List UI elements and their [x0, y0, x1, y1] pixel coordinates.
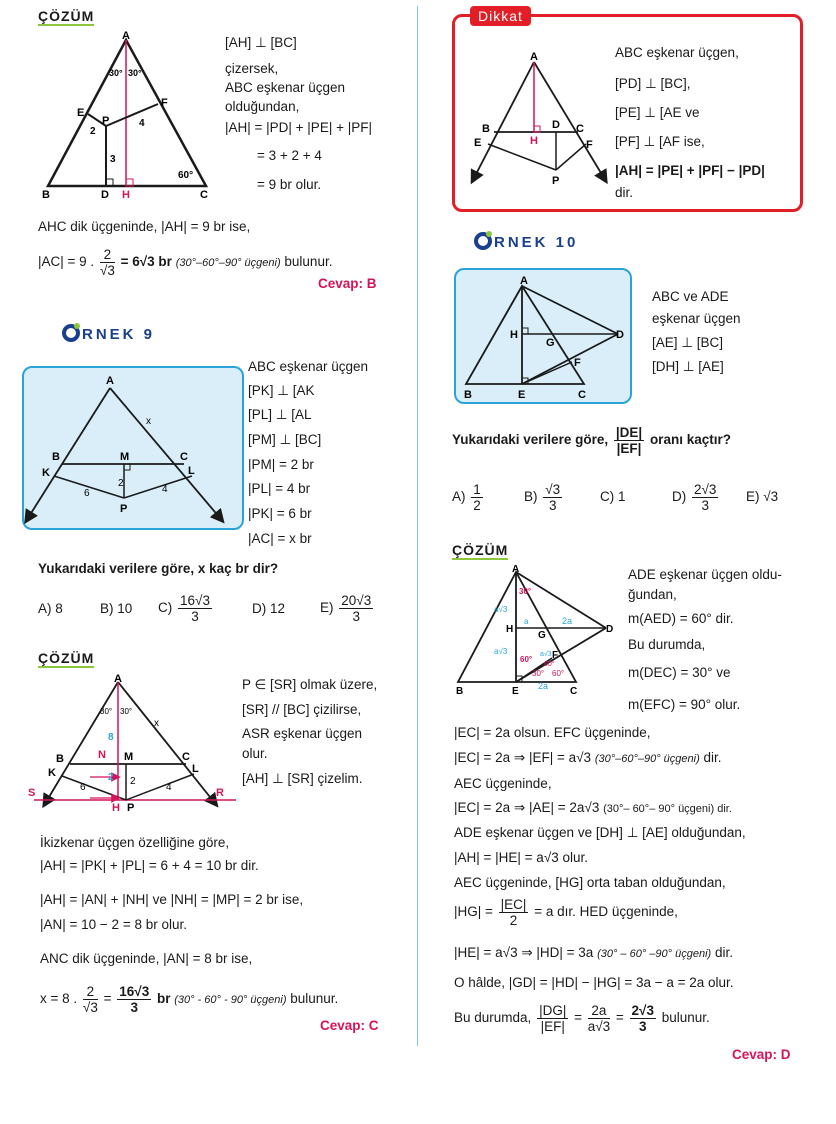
ornek10-option-A[interactable]: A) $\frac{1}{2}$	[452, 481, 481, 513]
angle-30-left: 30°	[100, 707, 113, 716]
label-C: C	[180, 451, 188, 463]
dikkat-tag: Dikkat	[470, 6, 531, 26]
ornek9-cond-1: ABC eşkenar üçgen	[248, 359, 369, 374]
ornek10-option-E[interactable]: E) √3	[746, 489, 779, 504]
label-A: A	[106, 375, 114, 387]
ornek9-option-B[interactable]: B) 10	[100, 601, 133, 616]
ornek10-heading: RNEK 10	[474, 232, 578, 251]
label-x: x	[154, 718, 159, 729]
label-H: H	[112, 802, 120, 812]
cozum3-s11: Bu durumda, $\frac{|DG|}{|EF|}$ = $\frac{2a}{a√3}$ = $\frac{2√3}{3}$ bulunur.	[454, 1002, 710, 1034]
label-B: B	[482, 123, 490, 135]
cozum3-side-4: Bu durumda,	[628, 637, 706, 652]
label-B: B	[464, 389, 472, 401]
cozum2-l2: |AH| = |PK| + |PL| = 6 + 4 = 10 br dir.	[40, 858, 259, 873]
ornek10-figure	[456, 270, 630, 402]
ornek9-question: Yukarıdaki verilere göre, x kaç br dir?	[38, 561, 279, 576]
num-2a: 2	[108, 772, 114, 783]
ornek9-cond-4: [PM] ⊥ [BC]	[248, 432, 322, 447]
ornek9-cond-2: [PK] ⊥ [AK	[248, 383, 315, 398]
cozum3-s8: |HG| = $\frac{|EC|}{2}$ = a dır. HED üçgeninde,	[454, 896, 678, 928]
cozum1-ac-line: |AC| = 9 . $\frac{2}{√3}$ = 6√3 br (30°–60°–90° üçgeni) bulunur.	[38, 246, 333, 278]
label-A: A	[512, 564, 520, 575]
cozum2-l1: İkizkenar üçgen özelliğine göre,	[40, 835, 230, 850]
angle-30-right: 30°	[128, 68, 142, 78]
cozum2-line-3: ASR eşkenar üçgen	[242, 726, 363, 741]
cozum3-side-2: ğundan,	[628, 587, 677, 602]
cozum2-answer: Cevap: C	[320, 1018, 379, 1033]
cozum1-line-5: |AH| = |PD| + |PE| + |PF|	[225, 120, 372, 135]
ornek10-option-C[interactable]: C) 1	[600, 489, 626, 504]
ornek10-cond-1: ABC ve ADE	[652, 289, 729, 304]
num-6: 6	[80, 782, 86, 793]
angle-60: 60°	[520, 655, 533, 664]
cozum2-line-1: P ∈ [SR] olmak üzere,	[242, 677, 378, 692]
ornek9-option-D[interactable]: D) 12	[252, 601, 286, 616]
label-M: M	[120, 451, 130, 463]
ornek10-option-B[interactable]: B) $\frac{√3}{3}$	[524, 481, 561, 513]
label-G: G	[546, 337, 555, 349]
cozum1-line-4: olduğundan,	[225, 99, 300, 114]
label-D: D	[101, 189, 109, 200]
num-4: 4	[162, 484, 168, 495]
cozum2-l5: ANC dik üçgeninde, |AN| = 8 br ise,	[40, 951, 253, 966]
ornek-o-icon	[474, 232, 492, 250]
cozum3-s7: AEC üçgeninde, [HG] orta taban olduğundan,	[454, 875, 726, 890]
label-F: F	[161, 97, 168, 109]
ornek10-cond-3: [AE] ⊥ [BC]	[652, 335, 724, 350]
label-A: A	[114, 673, 122, 685]
cozum1-ahc-line: AHC dik üçgeninde, |AH| = 9 br ise,	[38, 219, 251, 234]
label-D: D	[552, 119, 560, 131]
ornek-o-icon	[62, 324, 80, 342]
cozum2-x-line: x = 8 . $\frac{2}{√3}$ = $\frac{16√3}{3}$ br (30° - 60° - 90° üçgeni) bulunur.	[40, 983, 339, 1015]
label-L: L	[188, 465, 195, 477]
cozum3-s9: |HE| = a√3 ⇒ |HD| = 3a (30° – 60° –90° üçgeni) dir.	[454, 945, 733, 960]
label-B: B	[56, 753, 64, 765]
label-E: E	[518, 389, 526, 401]
label-E: E	[474, 137, 482, 149]
label-G: G	[538, 630, 546, 641]
column-divider	[417, 6, 418, 1046]
label-H: H	[510, 329, 518, 341]
label-P: P	[120, 503, 128, 515]
ornek9-cond-7: |PK| = 6 br	[248, 506, 312, 521]
label-2a: 2a	[562, 616, 573, 626]
angle-30: 30°	[519, 587, 532, 596]
ornek10-cond-2: eşkenar üçgen	[652, 311, 741, 326]
dikkat-line-1: ABC eşkenar üçgen,	[615, 45, 739, 60]
label-x: x	[146, 416, 151, 427]
label-C: C	[182, 751, 190, 763]
cozum1-line-2: çizersek,	[225, 61, 279, 76]
label-B: B	[456, 686, 464, 696]
label-P: P	[552, 175, 560, 187]
cozum3-answer: Cevap: D	[732, 1047, 791, 1062]
label-A: A	[520, 275, 528, 287]
ornek9-figure	[24, 368, 242, 528]
label-a: a	[524, 617, 529, 626]
dikkat-rule: |AH| = |PE| + |PF| − |PD|	[615, 163, 765, 178]
num-4: 4	[139, 118, 145, 129]
cozum3-figure	[452, 562, 622, 696]
cozum3-s5: ADE eşkenar üçgen ve [DH] ⊥ [AE] olduğundan,	[454, 825, 746, 840]
cozum3-side-3: m(AED) = 60° dir.	[628, 611, 734, 626]
ornek10-figure-box	[454, 268, 632, 404]
label-B: B	[42, 189, 50, 200]
ornek9-option-C[interactable]: C) $\frac{16√3}{3}$	[158, 592, 210, 624]
cozum3-s10: O hâlde, |GD| = |HD| − |HG| = 3a − a = 2a olur.	[454, 975, 734, 990]
cozum3-s1: |EC| = 2a olsun. EFC üçgeninde,	[454, 725, 651, 740]
label-D: D	[606, 624, 614, 635]
num-8: 8	[108, 732, 114, 743]
label-N: N	[98, 749, 106, 761]
dikkat-figure	[468, 48, 613, 198]
cozum1-line-3: ABC eşkenar üçgen	[225, 80, 346, 95]
label-H: H	[122, 189, 130, 200]
label-C: C	[576, 123, 584, 135]
label-P: P	[102, 115, 110, 127]
label-C: C	[570, 686, 578, 696]
cozum3-side-5: m(DEC) = 30° ve	[628, 665, 731, 680]
label-K: K	[48, 767, 56, 779]
cozum2-line-4: olur.	[242, 746, 268, 761]
dikkat-line-3: [PE] ⊥ [AE ve	[615, 105, 700, 120]
ornek10-option-D[interactable]: D) $\frac{2√3}{3}$	[672, 481, 717, 513]
angle-30-b: 30°	[532, 669, 545, 678]
cozum2-line-5: [AH] ⊥ [SR] çizelim.	[242, 771, 363, 786]
label-C: C	[200, 189, 208, 200]
num-3: 3	[110, 154, 116, 165]
label-L: L	[192, 763, 199, 775]
ornek10-question: Yukarıdaki verilere göre, $\frac{|DE|}{|EF|}$ oranı kaçtır?	[452, 424, 731, 456]
ornek9-cond-8: |AC| = x br	[248, 531, 312, 546]
cozum3-side-1: ADE eşkenar üçgen oldu-	[628, 567, 782, 582]
angle-60-b: 60°	[544, 661, 555, 668]
cozum2-l4: |AN| = 10 − 2 = 8 br olur.	[40, 917, 187, 932]
cozum-heading-1: ÇÖZÜM	[38, 8, 95, 24]
cozum2-line-2: [SR] // [BC] çizilirse,	[242, 702, 362, 717]
cozum1-line-7: = 9 br olur.	[257, 177, 322, 192]
label-as3-b: a√3	[494, 647, 508, 656]
label-H: H	[530, 135, 538, 147]
label-E: E	[77, 107, 85, 119]
cozum3-s6: |AH| = |HE| = a√3 olur.	[454, 850, 588, 865]
cozum3-s4: |EC| = 2a ⇒ |AE| = 2a√3 (30°– 60°– 90° üçgeni) dir.	[454, 800, 732, 815]
label-E: E	[512, 686, 519, 696]
cozum3-s3: AEC üçgeninde,	[454, 776, 552, 791]
label-H: H	[506, 624, 514, 635]
cozum3-side-6: m(EFC) = 90° olur.	[628, 697, 741, 712]
label-A: A	[530, 51, 538, 63]
ornek9-option-E[interactable]: E) $\frac{20√3}{3}$	[320, 592, 372, 624]
num-4: 4	[166, 782, 172, 793]
ornek9-cond-6: |PL| = 4 br	[248, 481, 311, 496]
angle-30-left: 30°	[109, 68, 123, 78]
label-2a-b: 2a	[538, 681, 549, 691]
label-P: P	[127, 802, 135, 812]
label-F: F	[586, 139, 593, 151]
ornek9-option-A[interactable]: A) 8	[38, 601, 63, 616]
label-S: S	[28, 787, 36, 799]
label-R: R	[216, 787, 224, 799]
cozum1-line-1: [AH] ⊥ [BC]	[225, 35, 297, 50]
label-F: F	[552, 650, 559, 661]
cozum2-l3: |AH| = |AN| + |NH| ve |NH| = |MP| = 2 br ise,	[40, 892, 304, 907]
label-M: M	[124, 751, 134, 763]
cozum-heading-3: ÇÖZÜM	[452, 542, 509, 558]
ornek9-cond-3: [PL] ⊥ [AL	[248, 407, 312, 422]
cozum1-answer: Cevap: B	[318, 276, 377, 291]
cozum1-figure	[30, 28, 230, 200]
label-as3-c: a√3	[540, 651, 552, 658]
cozum-heading-2: ÇÖZÜM	[38, 650, 95, 666]
label-C: C	[578, 389, 586, 401]
num-6: 6	[84, 488, 90, 499]
cozum3-s2: |EC| = 2a ⇒ |EF| = a√3 (30°–60°–90° üçgeni) dir.	[454, 750, 722, 765]
label-F: F	[574, 357, 581, 369]
cozum2-figure	[26, 672, 246, 812]
dikkat-line-4: [PF] ⊥ [AF ise,	[615, 134, 705, 149]
label-A: A	[122, 30, 130, 42]
cozum1-line-6: = 3 + 2 + 4	[257, 148, 322, 163]
num-2: 2	[90, 126, 96, 137]
num-2b: 2	[130, 776, 136, 787]
label-as3-a: a√3	[494, 605, 508, 614]
angle-30-right: 30°	[120, 707, 133, 716]
angle-60-c: 60°	[552, 669, 565, 678]
label-B: B	[52, 451, 60, 463]
label-D: D	[616, 329, 624, 341]
dikkat-rule-suffix: dir.	[615, 185, 634, 200]
num-2: 2	[118, 478, 124, 489]
ornek9-cond-5: |PM| = 2 br	[248, 457, 314, 472]
label-K: K	[42, 467, 50, 479]
ornek9-figure-box	[22, 366, 244, 530]
angle-60: 60°	[178, 170, 194, 181]
ornek9-heading: RNEK 9	[62, 324, 155, 343]
ornek10-cond-4: [DH] ⊥ [AE]	[652, 359, 724, 374]
dikkat-line-2: [PD] ⊥ [BC],	[615, 76, 691, 91]
